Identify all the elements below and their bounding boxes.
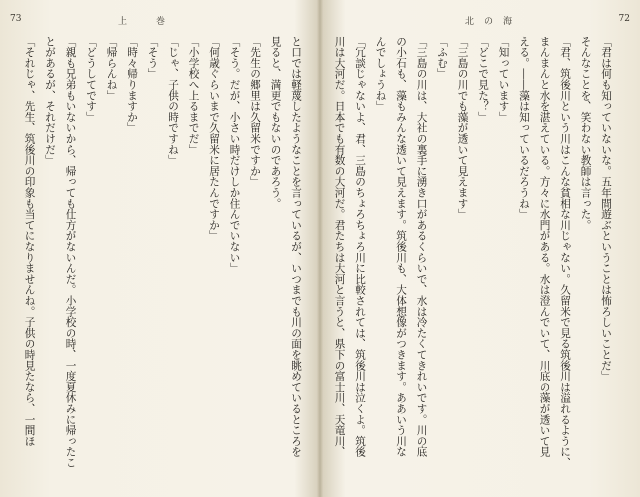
left-page-header [0,14,316,28]
text-line: 「帰らんね」 [105,36,118,101]
right-running-head: 北の海 [464,17,522,27]
text-line: 「何歳ぐらいまで久留米に居たんですか」 [208,36,220,242]
text-line: 「時々帰りますか」 [126,36,138,134]
text-line: 「親も兄弟もいないから、帰っても仕方がないんだ。小学校の時、一度夏休みに帰ったこ [64,36,77,468]
text-line: える。――藻は知っているだろうね」 [518,36,530,220]
text-line: 「じゃ、子供の時ですね」 [167,36,179,166]
text-line: とがあるが、それだけだ」 [44,36,56,166]
text-line: 「先生の郷里は久留米ですか」 [249,36,261,188]
text-line: そんなことを、笑わない教師は言った。 [579,36,592,231]
right-page-header [324,14,640,28]
right-page-number: 72 [618,14,630,24]
text-line: 川は大河だ。日本でも有数の大河だ。君たちは大河と言うと、県下の富士川、天竜川、 [333,36,346,458]
text-line: 見ると、満更でもないのであろう。 [269,36,282,209]
text-line: 「三島の川でも藻が透いて見えます」 [456,36,469,220]
text-line: 「そう」 [146,36,159,80]
text-line: 「ふむ」 [436,36,448,80]
text-line: んでしょうね」 [374,36,387,112]
text-line: 「そう。だが、小さい時だけしか住んでいない」 [228,36,241,274]
text-line: 「君、筑後川という川はこんな貧相な川じゃない。久留米で見る筑後川は溢れるように、 [559,36,571,468]
text-line: 「三島の川は、大社の裏手に湧き口があるくらいで、水は冷たくてきれいです。川の底 [415,36,428,458]
text-line: 「それじゃ、先生、筑後川の印象も当てになりませんね。子供の時見たなら、一間ほ [24,36,36,447]
right-page [324,0,640,497]
text-line: 「どこで見た？」 [477,36,489,123]
text-line: の小石も、藻もみんな透いて見えます。筑後川も、大体想像がつきます。ああいう川な [395,36,407,458]
text-line: 「君は何も知っていないな。五年間遊ぶということは怖ろしいことだ」 [600,36,612,382]
left-page-text [24,36,306,476]
left-page-number: 73 [10,14,22,24]
left-page [0,0,316,497]
right-page-text [332,36,616,476]
text-line: と口では軽蔑したようなことを言っているが、いつまでも川の面を眺めているところを [290,36,302,458]
text-line: 「知っています」 [497,36,510,123]
text-line: 「どうしてです」 [85,36,97,123]
text-line: 「小学校へ上るまでだ」 [187,36,200,155]
left-running-head: 上 巻 [118,17,176,27]
text-line: まんまんと水を湛えている。方々に水門がある。水は澄んでいて、川底の藻が透いて見 [538,36,551,458]
text-line: 「冗談じゃないよ、君、三島のちょろちょろ川に比較されては、筑後川は泣くよ。筑後 [354,36,366,458]
